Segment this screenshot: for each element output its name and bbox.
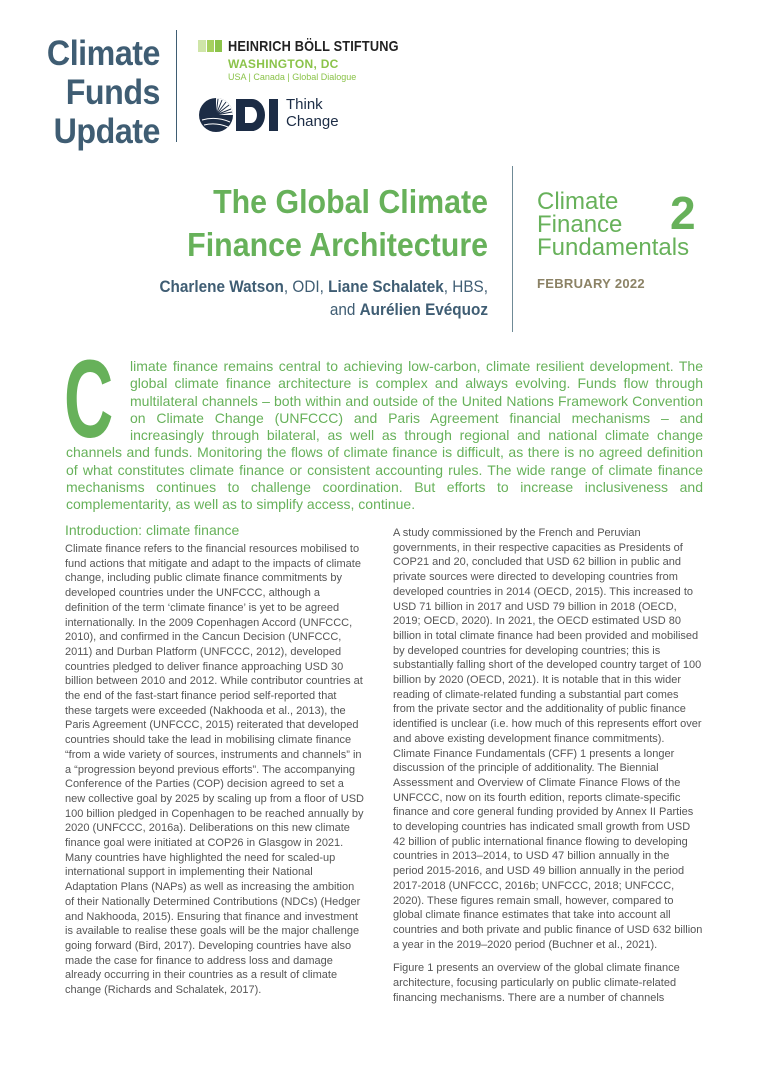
series-name bbox=[537, 190, 689, 259]
series-line: Fundamentals bbox=[537, 234, 690, 261]
odi-tagline-line: Think bbox=[286, 96, 323, 113]
author-prefix: and bbox=[329, 300, 360, 319]
series-line: Finance bbox=[537, 211, 623, 238]
hbs-mark-icon bbox=[198, 40, 222, 52]
publication-date: FEBRUARY 2022 bbox=[537, 276, 645, 291]
author-affiliation: , HBS, bbox=[443, 277, 488, 296]
intro-text: limate finance remains central to achieving low-carbon, climate resilient development. The global climate finance architecture is complex and always evolving. Funds flow through multilateral channels – both within and outside of the United Nations Framework Convention on Climate Change (UNFCCC) and Paris Agreement financial mechanisms – and increasingly through bilateral, as well as through regional and national climate change channels and funds. Monitoring the flows of climate finance is difficult, as there is no agreed definition of what constitutes climate finance or consistent accounting rules. The wide range of climate finance mechanisms continues to challenge coordination. But efforts to increase inclusiveness and complementarity, as well as to simplify access, continue. bbox=[66, 358, 703, 513]
title-divider bbox=[512, 166, 513, 332]
body-paragraph: Figure 1 presents an overview of the global climate finance architecture, focusing particularly on public climate-related financing mechanisms. There are a number of channels bbox=[393, 962, 680, 1004]
climate-funds-update-logo bbox=[40, 34, 160, 151]
hbs-city: WASHINGTON, DC bbox=[228, 57, 339, 71]
authors bbox=[160, 275, 489, 321]
title-line: The Global Climate bbox=[213, 183, 488, 220]
logo-line: Climate bbox=[46, 34, 160, 73]
body-column-left bbox=[65, 522, 365, 1007]
series-number: 2 bbox=[670, 187, 696, 239]
logo-line: Funds bbox=[65, 73, 160, 112]
title-line: Finance Architecture bbox=[187, 226, 488, 263]
odi-tagline bbox=[286, 96, 339, 130]
drop-cap: C bbox=[64, 338, 114, 461]
hbs-name: HEINRICH BÖLL STIFTUNG bbox=[228, 38, 399, 55]
author-name: Aurélien Evéquoz bbox=[359, 300, 488, 319]
body-paragraph: A study commissioned by the French and Peruvian governments, in their respective capacities as Presidents of COP21 and 20, concluded that USD 62 billion in public and private sources were directed to developing countries from developed countries in 2014 (OECD, 2015). This increased to USD 71 billion in 2017 and USD 79 billion in 2018 (OECD, 2019; OECD, 2020). In 2021, the OECD estimated USD 80 billion in total climate finance had been provided and mobilised by developed countries for developing countries; this is substantially falling short of the developed country target of 100 billion by 2020 (OECD, 2021). It is notable that in this wider reading of climate-related funding a substantial part comes from the private sector and the additionality of public finance identified is unclear (i.e. how much of this represents effort over and above existing development finance commitments). Climate Finance Fundamentals (CFF) 1 presents a longer discussion of the principle of additionality. The Biennial Assessment and Overview of Climate Finance Flows of the UNFCCC, now on its fourth edition, reports climate-specific finance and core general funding provided by Annex II Parties to developing countries has indicated small growth from USD 42 billion of public international finance flowing to developing countries in 2013–2014, to USD 47 billion annually in the period 2015-2016, and USD 49 billion annually in the period 2017-2018 (UNFCCC, 2016b; UNFCCC, 2018; UNFCCC, 2020). These figures remain small, however, compared to global climate finance estimates that take into account all countries and both private and public finance of USD 632 billion a year in the 2019–2020 period (Buchner et al., 2021). bbox=[393, 527, 703, 951]
document-title bbox=[187, 180, 488, 266]
series-line: Climate bbox=[537, 188, 619, 215]
hbs-regions: USA | Canada | Global Dialogue bbox=[228, 72, 357, 82]
intro-summary bbox=[64, 338, 703, 514]
author-affiliation: , ODI, bbox=[283, 277, 329, 296]
logo-line: Update bbox=[53, 112, 160, 151]
section-heading: Introduction: climate finance bbox=[65, 522, 240, 538]
logo-divider bbox=[176, 30, 177, 142]
odi-globe-icon bbox=[198, 96, 282, 134]
author-name: Liane Schalatek bbox=[328, 277, 444, 296]
body-column-right bbox=[393, 522, 703, 1015]
body-paragraph: Climate finance refers to the financial resources mobilised to fund actions that mitigate and adapt to the impacts of climate change, including public climate finance commitments by developed countries under the UNFCCC, although a definition of the term ‘climate finance’ is yet to be agreed internationally. In the 2009 Copenhagen Accord (UNFCCC, 2010), and confirmed in the Cancun Decision (UNFCCC, 2011) and Durban Platform (UNFCCC, 2012), developed countries pledged to deliver finance approaching USD 30 billion between 2010 and 2012. While contributor countries at the end of the fast-start finance period self-reported that these targets were exceeded (Nakhooda et al., 2013), the Paris Agreement (UNFCCC, 2015) reiterated that developed countries should take the lead in mobilising climate finance “from a wide variety of sources, instruments and channels” in a “progression beyond previous efforts”. The accompanying Conference of the Parties (COP) decision agreed to set a new collective goal by 2025 by scaling up from a floor of USD 100 billion pledged in Copenhagen to be reached annually by 2020 (UNFCCC, 2016a). Deliberations on this new climate finance goal were initiated at COP26 in Glasgow in 2021. Many countries have highlighted the need for scaled-up international support in implementing their National Adaptation Plans (NAPs) as well as increasing the ambition of their Nationally Determined Contributions (NDCs) (Hedger and Nakhooda, 2015). Ensuring that finance and investment is available to realise these goals will be the major challenge going forward (Bird, 2017). Developing countries have also made the case for finance to address loss and damage already occurring in their countries as a result of climate change (Richards and Schalatek, 2017). bbox=[65, 543, 364, 997]
odi-tagline-line: Change bbox=[286, 113, 339, 130]
author-name: Charlene Watson bbox=[159, 277, 284, 296]
